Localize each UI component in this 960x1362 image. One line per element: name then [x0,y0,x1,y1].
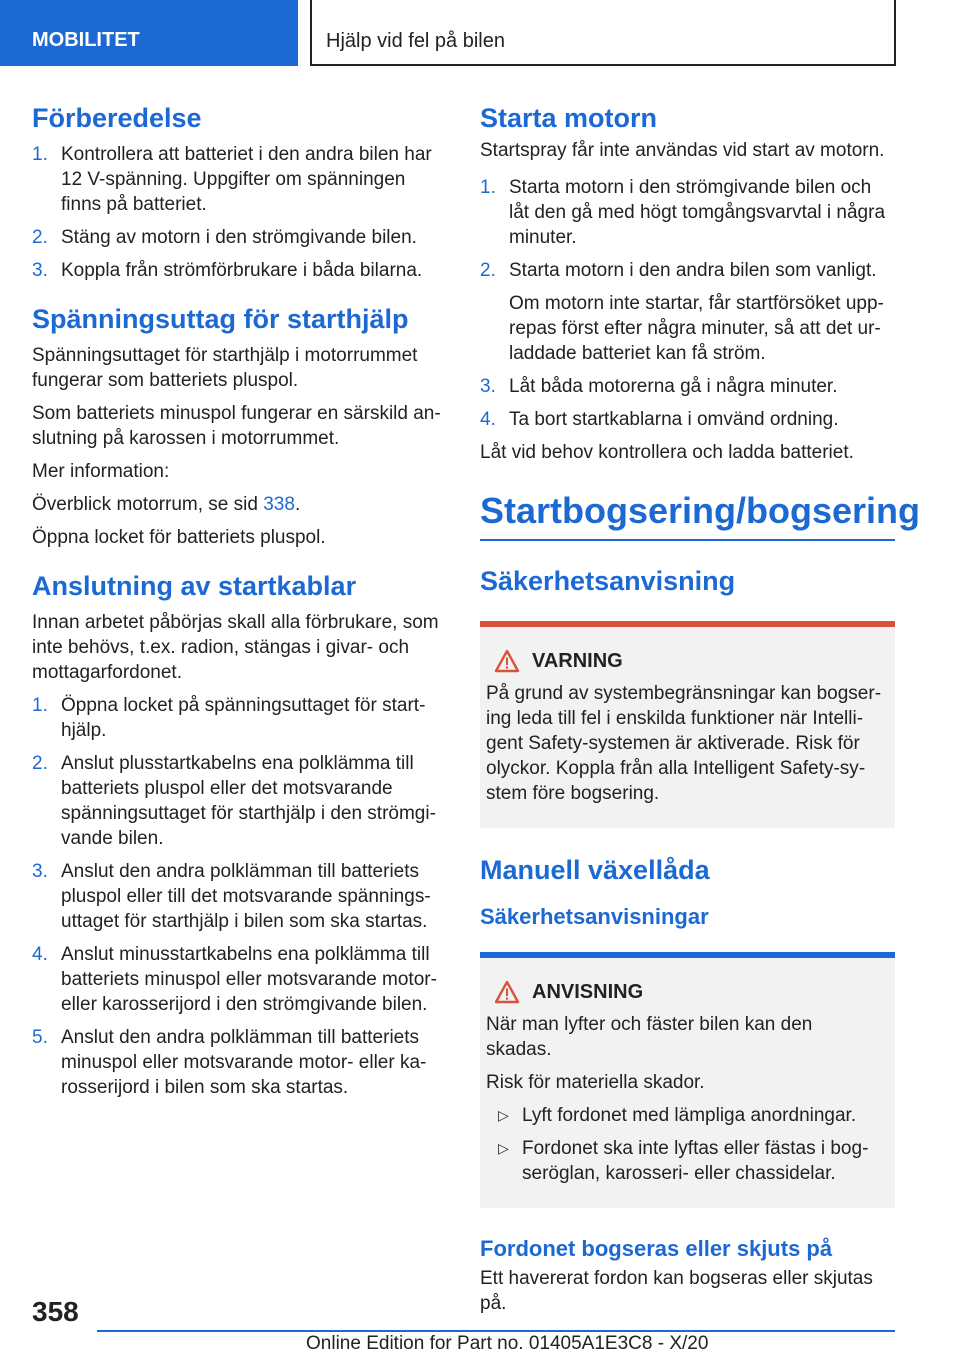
heading-socket: Spänningsuttag för starthjälp [32,304,409,334]
warning-triangle-icon [494,980,520,1004]
step-number: 4. [32,944,48,965]
paragraph: Öppna locket för batteriets pluspol. [32,527,326,548]
step-text: Koppla från strömförbrukare i båda bilarna. [61,260,423,281]
list-item [32,1025,444,1100]
list-item [32,859,444,934]
paragraph: Startspray får inte användas vid start av motorn. [480,140,885,161]
paragraph: Mer information: [32,461,170,482]
step-number: 5. [32,1027,48,1048]
step-number: 1. [480,177,496,198]
step-text: Kontrollera att batteriet i den andra bilen har 12 V-spänning. Uppgifter om spänningen finns på batteriet. [61,144,432,215]
list-item: ▷ Lyft fordonet med lämpliga anordningar. [498,1105,857,1126]
notice-text: När man lyfter och fäster bilen kan den skadas. [486,1014,813,1060]
step-subtext: Om motorn inte startar, får startförsöket upprepas först efter några minuter, så att det urladdade batteriet kan få ström. [509,293,884,364]
list-item [32,258,444,283]
heading-towed: Fordonet bogseras eller skjuts på [480,1236,833,1261]
preparation-steps [32,142,444,283]
heading-start-engine: Starta motorn [480,103,658,133]
list-item [32,225,444,250]
heading-safety-instructions: Säkerhetsanvisningar [480,904,709,929]
step-text: Öppna locket på spänningsuttaget för starthjälp. [61,695,426,741]
paragraph: Låt vid behov kontrollera och ladda batteriet. [480,442,854,463]
step-text: Anslut plusstartkabelns ena polklämma till batteriets pluspol eller det motsvarande spänningsuttaget för starthjälp i den strömgivande bilen. [61,753,436,849]
notice-list [486,1103,883,1186]
paragraph: Innan arbetet påbörjas skall alla förbrukare, som inte behövs, t.ex. radion, stängas i givar- och mottagarfordonet. [32,612,439,683]
list-item [32,142,444,217]
step-number: 2. [32,227,48,248]
heading-cables: Anslutning av startkablar [32,571,357,601]
page-header [0,0,960,66]
cable-steps [32,693,444,1100]
step-number: 4. [480,409,496,430]
list-item [32,751,444,851]
list-item: ▷ Fordonet ska inte lyftas eller fästas i bogseröglan, karosseri- eller chassidelar. [498,1138,869,1184]
edition-text: Online Edition for Part no. 01405A1E3C8 - X/20 [306,1333,709,1354]
warning-triangle-icon [494,649,520,673]
step-text: Anslut den andra polklämman till batteriets minuspol eller motsvarande motor- eller karosserijord i bilen som ska startas. [61,1027,427,1098]
step-text: Starta motorn i den andra bilen som vanligt. [509,260,877,281]
step-text: Starta motorn i den strömgivande bilen och låt den gå med högt tomgångsvarvtal i några minuter. [509,177,886,248]
footer-divider [97,1330,895,1332]
step-number: 3. [32,861,48,882]
step-text: Ta bort startkablarna i omvänd ordning. [509,409,839,430]
warning-text: På grund av systembegränsningar kan bogsering leda till fel i enskilda funktioner när Intelligent Safety-systemen är aktiverade. Risk för olyckor. Koppla från alla Intelligent Safety-system före bogsering. [486,683,882,804]
step-number: 2. [32,753,48,774]
list-item [32,693,444,743]
step-number: 3. [32,260,48,281]
notice-label: ANVISNING [532,980,644,1003]
heading-manual-transmission: Manuell växellåda [480,855,710,885]
section-label: MOBILITET [0,0,298,66]
step-number: 2. [480,260,496,281]
step-text: Stäng av motorn i den strömgivande bilen. [61,227,417,248]
step-text: Anslut den andra polklämman till batteriets pluspol eller till det motsvarande spänningsuttaget för starthjälp i bilen som ska startas. [61,861,431,932]
heading-towing: Startbogsering/bogsering [480,487,895,541]
left-column [32,100,444,1108]
page-number: 358 [32,1296,79,1327]
chapter-label: Hjälp vid fel på bilen [310,0,896,66]
list-item [480,407,895,432]
step-number: 1. [32,144,48,165]
step-number: 1. [32,695,48,716]
list-item [480,374,895,399]
step-text: Låt båda motorerna gå i några minuter. [509,376,838,397]
start-steps [480,175,895,432]
paragraph: Ett havererat fordon kan bogseras eller skjutas på. [480,1268,873,1314]
list-item [32,942,444,1017]
list-item [480,175,895,250]
warning-label: VARNING [532,649,623,672]
page-link[interactable]: 338 [263,494,295,515]
step-number: 3. [480,376,496,397]
heading-safety: Säkerhetsanvisning [480,566,736,596]
paragraph: Som batteriets minuspol fungerar en särskild anslutning på karossen i motorrummet. [32,403,441,449]
triangle-bullet-icon: ▷ [498,1140,509,1156]
paragraph: Spänningsuttaget för starthjälp i motorrummet fungerar som batteriets pluspol. [32,345,418,391]
right-column [480,100,921,1324]
heading-preparation: Förberedelse [32,103,202,133]
paragraph-reference: Överblick motorrum, se sid 338. [32,494,301,515]
step-text: Anslut minusstartkabelns ena polklämma till batteriets minuspol eller motsvarande motor- eller karosserijord i den strömgivande bilen. [61,944,437,1015]
triangle-bullet-icon: ▷ [498,1107,509,1123]
notice-text: Risk för materiella skador. [486,1072,705,1093]
notice-box [480,952,895,1208]
list-item [480,258,895,366]
warning-box [480,621,895,828]
